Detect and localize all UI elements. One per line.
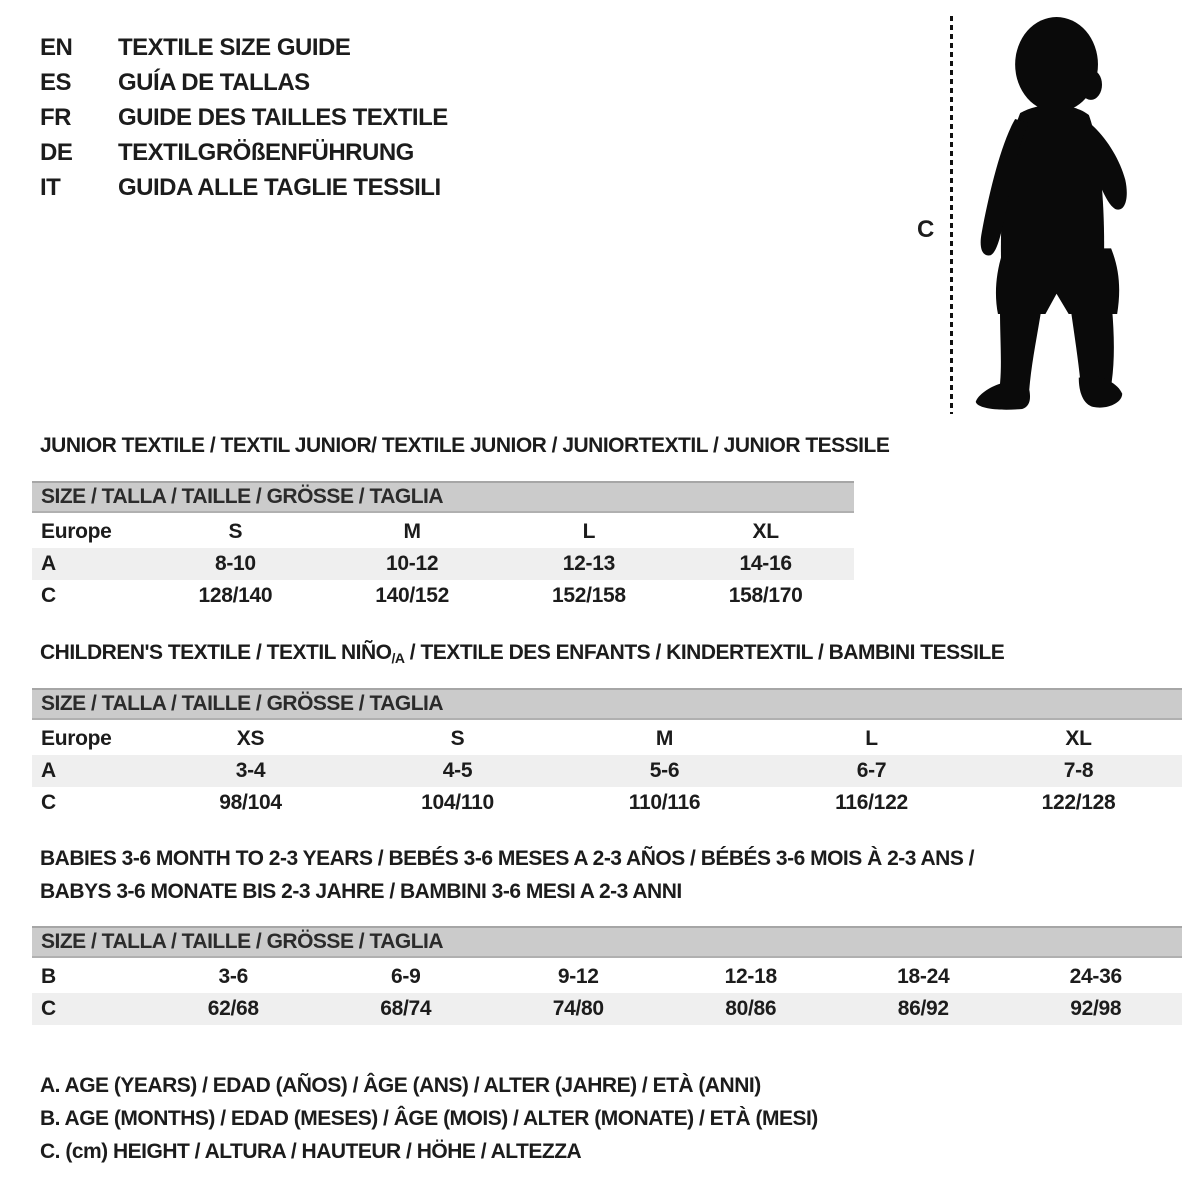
table-cell: XL bbox=[1065, 727, 1092, 750]
table-cell: 74/80 bbox=[552, 997, 604, 1020]
table-cell: 12-13 bbox=[562, 552, 615, 575]
lang-title-es: GUÍA DE TALLAS bbox=[118, 68, 310, 96]
table-cell: 8-10 bbox=[214, 552, 256, 575]
table-cell: 3-6 bbox=[218, 965, 248, 988]
babies-size-header-bar: SIZE / TALLA / TAILLE / GRÖSSE / TAGLIA bbox=[32, 926, 1182, 958]
children-size-header-bar: SIZE / TALLA / TAILLE / GRÖSSE / TAGLIA bbox=[32, 688, 1182, 720]
table-row bbox=[32, 548, 854, 580]
table-row bbox=[32, 787, 1182, 819]
footnote-c: C. (cm) HEIGHT / ALTURA / HAUTEUR / HÖHE / ALTEZZA bbox=[40, 1140, 582, 1163]
height-measure-figure bbox=[905, 14, 1150, 418]
table-cell: 14-16 bbox=[739, 552, 792, 575]
lang-title-fr: GUIDE DES TAILLES TEXTILE bbox=[118, 103, 448, 131]
row-label: Europe bbox=[41, 520, 112, 543]
babies-title-line2: BABYS 3-6 MONATE BIS 2-3 JAHRE / BAMBINI 3-6 MESI A 2-3 ANNI bbox=[40, 880, 682, 903]
table-cell: L bbox=[582, 520, 596, 543]
lang-row-fr bbox=[40, 100, 448, 135]
table-cell: 12-18 bbox=[724, 965, 777, 988]
footnote-a: A. AGE (YEARS) / EDAD (AÑOS) / ÂGE (ANS) / ALTER (JAHRE) / ETÀ (ANNI) bbox=[40, 1074, 761, 1097]
table-cell: S bbox=[450, 727, 465, 750]
row-label: Europe bbox=[41, 727, 112, 750]
lang-title-de: TEXTILGRÖßENFÜHRUNG bbox=[118, 138, 414, 166]
table-row bbox=[32, 723, 1182, 755]
table-row bbox=[32, 755, 1182, 787]
table-cell: 152/158 bbox=[551, 584, 626, 607]
row-label: C bbox=[41, 791, 56, 814]
junior-size-header-bar: SIZE / TALLA / TAILLE / GRÖSSE / TAGLIA bbox=[32, 481, 854, 513]
children-title-pre: CHILDREN'S TEXTILE / TEXTIL NIÑO bbox=[40, 641, 392, 664]
table-cell: L bbox=[865, 727, 878, 750]
row-label: C bbox=[41, 584, 56, 607]
footnote-b: B. AGE (MONTHS) / EDAD (MESES) / ÂGE (MOIS) / ALTER (MONATE) / ETÀ (MESI) bbox=[40, 1107, 818, 1130]
table-cell: 18-24 bbox=[897, 965, 950, 988]
lang-code-en: EN bbox=[40, 33, 73, 61]
children-title-subscript: /A bbox=[391, 650, 405, 666]
babies-size-table bbox=[32, 926, 1182, 1025]
babies-section-title bbox=[40, 842, 974, 908]
junior-size-table bbox=[32, 481, 854, 612]
table-cell: 68/74 bbox=[380, 997, 432, 1020]
table-cell: 6-9 bbox=[391, 965, 421, 988]
table-cell: 24-36 bbox=[1069, 965, 1122, 988]
lang-code-it: IT bbox=[40, 173, 61, 201]
babies-table bbox=[32, 961, 1182, 1025]
table-cell: 62/68 bbox=[207, 997, 259, 1020]
table-cell: 5-6 bbox=[649, 759, 680, 782]
row-label: A bbox=[41, 759, 56, 782]
table-cell: 104/110 bbox=[421, 791, 494, 814]
table-cell: 9-12 bbox=[557, 965, 599, 988]
table-row bbox=[32, 961, 1182, 993]
table-cell: 158/170 bbox=[728, 584, 803, 607]
lang-row-es bbox=[40, 65, 448, 100]
table-cell: 128/140 bbox=[198, 584, 273, 607]
lang-title-it: GUIDA ALLE TAGLIE TESSILI bbox=[118, 173, 441, 201]
children-title-post: / TEXTILE DES ENFANTS / KINDERTEXTIL / BAMBINI TESSILE bbox=[404, 641, 1005, 664]
children-size-table bbox=[32, 688, 1182, 819]
junior-table bbox=[32, 516, 854, 612]
table-row bbox=[32, 580, 854, 612]
table-cell: M bbox=[403, 520, 421, 543]
height-dashed-line bbox=[950, 16, 953, 414]
table-row bbox=[32, 993, 1182, 1025]
lang-row-de bbox=[40, 135, 448, 170]
babies-title-line1: BABIES 3-6 MONTH TO 2-3 YEARS / BEBÉS 3-6 MESES A 2-3 AÑOS / BÉBÉS 3-6 MOIS À 2-3 ANS / bbox=[40, 847, 975, 870]
lang-title-en: TEXTILE SIZE GUIDE bbox=[118, 33, 351, 61]
table-cell: 80/86 bbox=[725, 997, 777, 1020]
height-marker-label: C bbox=[917, 216, 935, 243]
table-cell: XL bbox=[752, 520, 779, 543]
table-cell: 7-8 bbox=[1063, 759, 1094, 782]
row-label: B bbox=[41, 965, 56, 988]
table-cell: 98/104 bbox=[219, 791, 282, 814]
table-cell: 86/92 bbox=[897, 997, 949, 1020]
table-cell: XS bbox=[236, 727, 265, 750]
row-label: C bbox=[41, 997, 56, 1020]
lang-row-it bbox=[40, 170, 448, 205]
toddler-silhouette-icon bbox=[969, 14, 1134, 414]
table-cell: 140/152 bbox=[375, 584, 450, 607]
table-cell: 6-7 bbox=[856, 759, 887, 782]
table-cell: S bbox=[228, 520, 243, 543]
children-table bbox=[32, 723, 1182, 819]
table-cell: M bbox=[655, 727, 674, 750]
table-cell: 92/98 bbox=[1070, 997, 1122, 1020]
children-section-title bbox=[40, 641, 1004, 666]
lang-code-fr: FR bbox=[40, 103, 71, 131]
table-cell: 116/122 bbox=[835, 791, 908, 814]
table-row bbox=[32, 516, 854, 548]
footnotes-block bbox=[40, 1069, 818, 1168]
table-cell: 10-12 bbox=[386, 552, 439, 575]
lang-row-en bbox=[40, 30, 448, 65]
lang-code-es: ES bbox=[40, 68, 72, 96]
junior-section-title: JUNIOR TEXTILE / TEXTIL JUNIOR/ TEXTILE JUNIOR / JUNIORTEXTIL / JUNIOR TESSILE bbox=[40, 434, 890, 457]
table-cell: 110/116 bbox=[628, 791, 701, 814]
table-cell: 4-5 bbox=[442, 759, 473, 782]
row-label: A bbox=[41, 552, 56, 575]
lang-code-de: DE bbox=[40, 138, 73, 166]
language-title-block bbox=[40, 30, 448, 205]
table-cell: 3-4 bbox=[235, 759, 266, 782]
table-cell: 122/128 bbox=[1041, 791, 1116, 814]
